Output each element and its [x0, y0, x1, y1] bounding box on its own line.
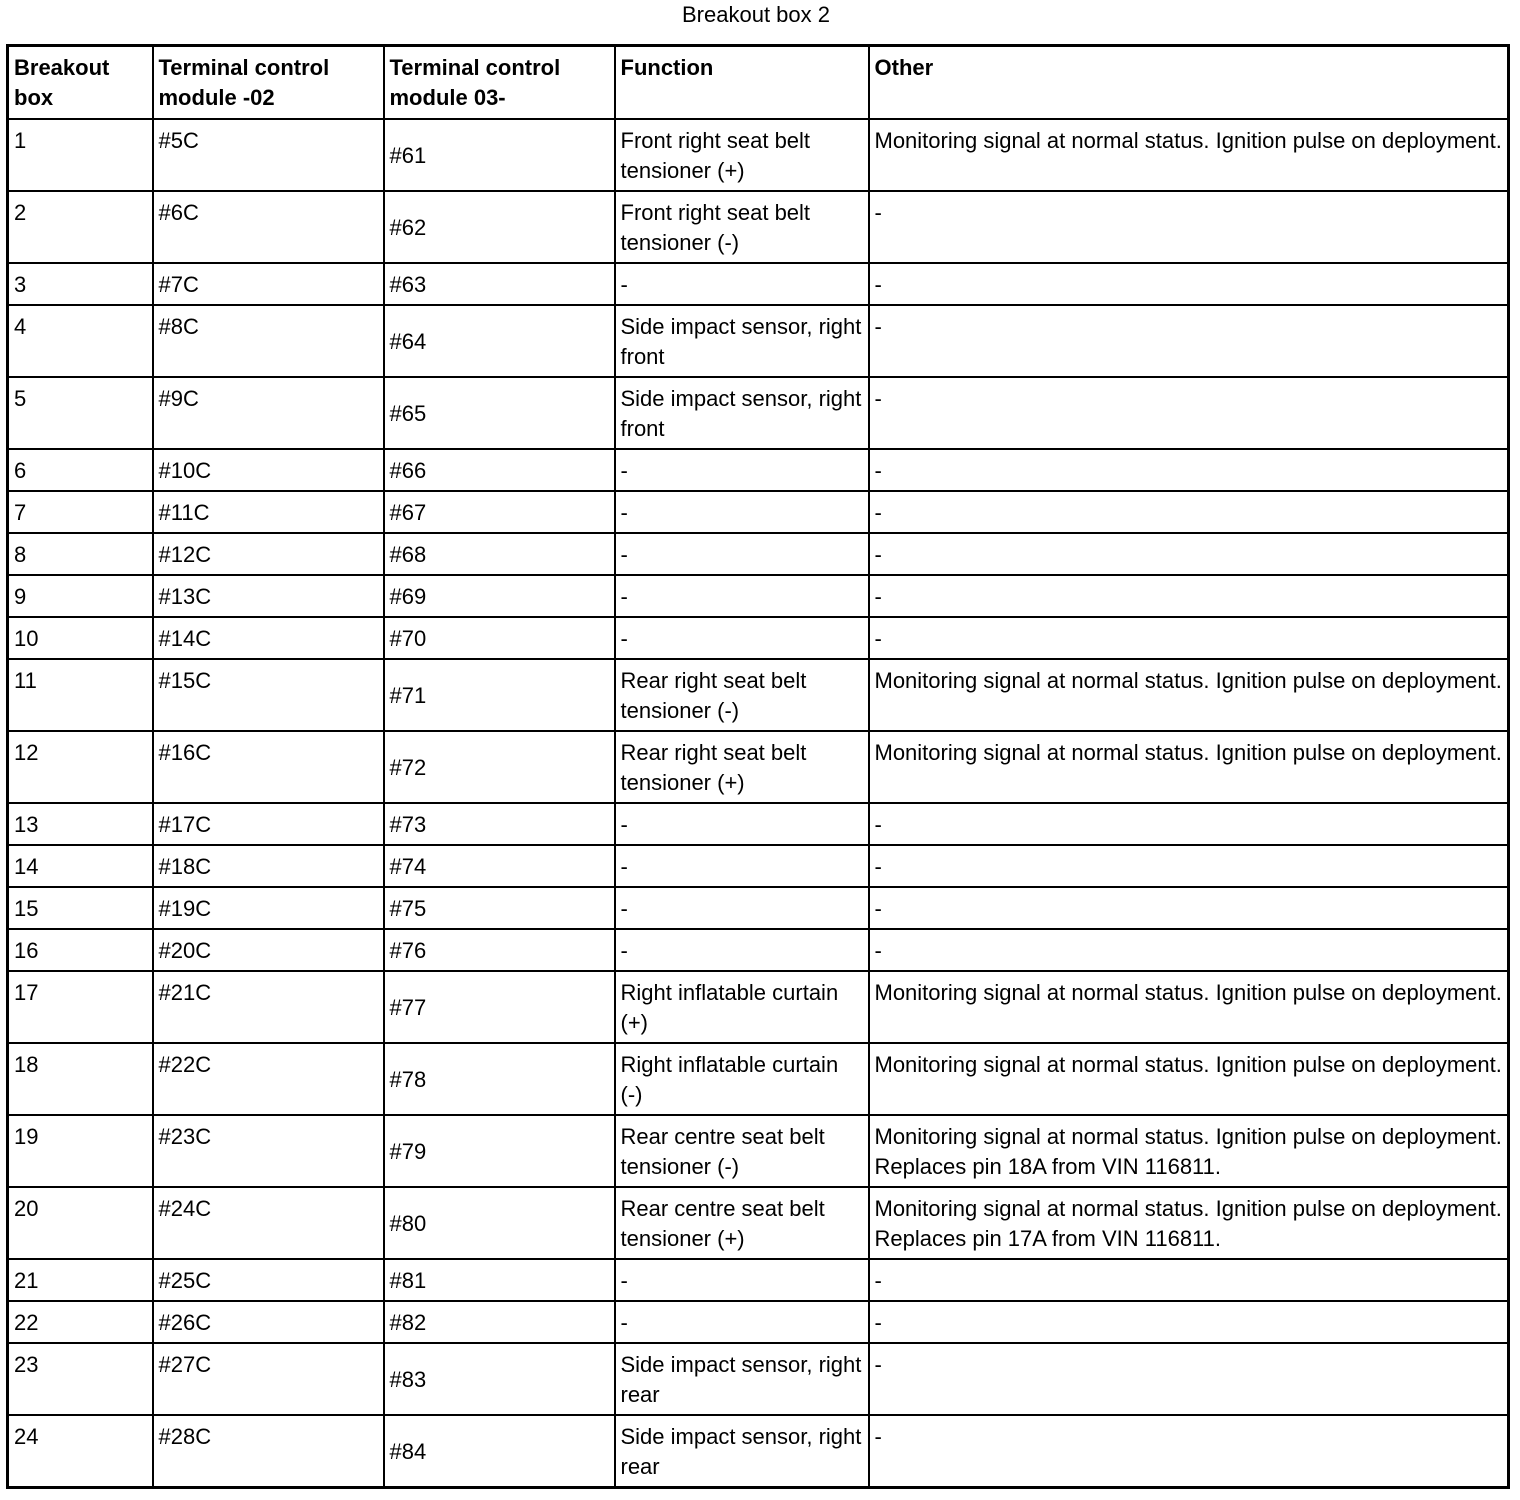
tcm-03-cell: #82 [384, 1301, 615, 1343]
table-row [8, 305, 1509, 377]
other-cell: - [869, 617, 1509, 659]
tcm-02-cell: #6C [153, 191, 384, 263]
breakout-box-cell: 6 [8, 449, 153, 491]
breakout-box-cell: 24 [8, 1415, 153, 1488]
function-cell: - [615, 491, 869, 533]
function-cell: - [615, 1301, 869, 1343]
table-row [8, 617, 1509, 659]
tcm-03-cell: #64 [384, 305, 615, 377]
tcm-03-cell: #69 [384, 575, 615, 617]
other-cell: - [869, 929, 1509, 971]
breakout-box-cell: 13 [8, 803, 153, 845]
other-cell: - [869, 449, 1509, 491]
function-cell: Rear centre seat belt tensioner (+) [615, 1187, 869, 1259]
tcm-03-cell: #70 [384, 617, 615, 659]
tcm-03-cell: #71 [384, 659, 615, 731]
table-row [8, 263, 1509, 305]
other-cell: - [869, 1343, 1509, 1415]
tcm-02-cell: #15C [153, 659, 384, 731]
table-row [8, 1187, 1509, 1259]
breakout-box-cell: 21 [8, 1259, 153, 1301]
function-cell: - [615, 263, 869, 305]
function-cell: Side impact sensor, right front [615, 377, 869, 449]
tcm-03-cell: #67 [384, 491, 615, 533]
breakout-box-cell: 17 [8, 971, 153, 1043]
breakout-box-cell: 9 [8, 575, 153, 617]
breakout-box-cell: 12 [8, 731, 153, 803]
function-cell: - [615, 845, 869, 887]
table-row [8, 377, 1509, 449]
breakout-box-cell: 20 [8, 1187, 153, 1259]
document-title: Breakout box 2 [682, 2, 830, 27]
tcm-03-cell: #77 [384, 971, 615, 1043]
tcm-02-cell: #12C [153, 533, 384, 575]
table-row [8, 659, 1509, 731]
table-row [8, 887, 1509, 929]
header-breakout-box: Breakout box [8, 46, 153, 120]
function-cell: Rear right seat belt tensioner (+) [615, 731, 869, 803]
breakout-box-cell: 5 [8, 377, 153, 449]
other-cell: - [869, 491, 1509, 533]
breakout-box-cell: 18 [8, 1043, 153, 1115]
tcm-02-cell: #23C [153, 1115, 384, 1187]
other-cell: - [869, 1415, 1509, 1488]
table-row [8, 1259, 1509, 1301]
tcm-02-cell: #17C [153, 803, 384, 845]
tcm-03-cell: #74 [384, 845, 615, 887]
function-cell: Side impact sensor, right front [615, 305, 869, 377]
other-cell: - [869, 533, 1509, 575]
breakout-box-cell: 15 [8, 887, 153, 929]
tcm-03-cell: #65 [384, 377, 615, 449]
breakout-box-cell: 3 [8, 263, 153, 305]
tcm-02-cell: #11C [153, 491, 384, 533]
tcm-03-cell: #78 [384, 1043, 615, 1115]
table-row [8, 191, 1509, 263]
breakout-box-cell: 7 [8, 491, 153, 533]
table-body [8, 119, 1509, 1488]
table-header-row [8, 46, 1509, 120]
header-function: Function [615, 46, 869, 120]
breakout-box-cell: 10 [8, 617, 153, 659]
tcm-02-cell: #19C [153, 887, 384, 929]
tcm-02-cell: #10C [153, 449, 384, 491]
other-cell: Monitoring signal at normal status. Ignition pulse on deployment. [869, 971, 1509, 1043]
other-cell: - [869, 377, 1509, 449]
function-cell: - [615, 803, 869, 845]
other-cell: - [869, 1301, 1509, 1343]
tcm-02-cell: #8C [153, 305, 384, 377]
tcm-03-cell: #75 [384, 887, 615, 929]
other-cell: - [869, 803, 1509, 845]
function-cell: Rear right seat belt tensioner (-) [615, 659, 869, 731]
breakout-box-cell: 8 [8, 533, 153, 575]
table-row [8, 533, 1509, 575]
tcm-03-cell: #80 [384, 1187, 615, 1259]
header-terminal-control-module-02: Terminal control module -02 [153, 46, 384, 120]
function-cell: - [615, 1259, 869, 1301]
table-row [8, 1043, 1509, 1115]
header-other: Other [869, 46, 1509, 120]
other-cell: Monitoring signal at normal status. Ignition pulse on deployment. [869, 1043, 1509, 1115]
table-row [8, 731, 1509, 803]
other-cell: - [869, 191, 1509, 263]
function-cell: Right inflatable curtain (+) [615, 971, 869, 1043]
breakout-box-cell: 23 [8, 1343, 153, 1415]
table-row [8, 1343, 1509, 1415]
tcm-02-cell: #20C [153, 929, 384, 971]
other-cell: Monitoring signal at normal status. Ignition pulse on deployment. [869, 731, 1509, 803]
other-cell: Monitoring signal at normal status. Ignition pulse on deployment. [869, 119, 1509, 191]
other-cell: Monitoring signal at normal status. Ignition pulse on deployment. Replaces pin 18A from VIN 116811. [869, 1115, 1509, 1187]
function-cell: - [615, 929, 869, 971]
tcm-02-cell: #27C [153, 1343, 384, 1415]
breakout-box-cell: 1 [8, 119, 153, 191]
table-row [8, 575, 1509, 617]
tcm-02-cell: #5C [153, 119, 384, 191]
breakout-box-cell: 2 [8, 191, 153, 263]
table-row [8, 119, 1509, 191]
tcm-03-cell: #73 [384, 803, 615, 845]
breakout-box-cell: 4 [8, 305, 153, 377]
other-cell: - [869, 1259, 1509, 1301]
tcm-03-cell: #68 [384, 533, 615, 575]
other-cell: - [869, 263, 1509, 305]
tcm-03-cell: #66 [384, 449, 615, 491]
function-cell: Side impact sensor, right rear [615, 1343, 869, 1415]
tcm-02-cell: #24C [153, 1187, 384, 1259]
other-cell: - [869, 887, 1509, 929]
tcm-02-cell: #22C [153, 1043, 384, 1115]
other-cell: Monitoring signal at normal status. Ignition pulse on deployment. [869, 659, 1509, 731]
table-row [8, 449, 1509, 491]
tcm-03-cell: #61 [384, 119, 615, 191]
breakout-box-cell: 11 [8, 659, 153, 731]
tcm-03-cell: #84 [384, 1415, 615, 1488]
table-row [8, 1301, 1509, 1343]
tcm-02-cell: #13C [153, 575, 384, 617]
tcm-02-cell: #28C [153, 1415, 384, 1488]
function-cell: Side impact sensor, right rear [615, 1415, 869, 1488]
breakout-box-cell: 14 [8, 845, 153, 887]
header-terminal-control-module-03: Terminal control module 03- [384, 46, 615, 120]
tcm-03-cell: #83 [384, 1343, 615, 1415]
tcm-02-cell: #7C [153, 263, 384, 305]
tcm-02-cell: #21C [153, 971, 384, 1043]
table-row [8, 1115, 1509, 1187]
breakout-box-cell: 16 [8, 929, 153, 971]
tcm-03-cell: #62 [384, 191, 615, 263]
function-cell: Front right seat belt tensioner (-) [615, 191, 869, 263]
tcm-02-cell: #14C [153, 617, 384, 659]
function-cell: - [615, 533, 869, 575]
table-row [8, 491, 1509, 533]
tcm-03-cell: #76 [384, 929, 615, 971]
table-row [8, 803, 1509, 845]
table-row [8, 971, 1509, 1043]
tcm-03-cell: #72 [384, 731, 615, 803]
function-cell: - [615, 575, 869, 617]
tcm-03-cell: #63 [384, 263, 615, 305]
breakout-box-cell: 22 [8, 1301, 153, 1343]
function-cell: Rear centre seat belt tensioner (-) [615, 1115, 869, 1187]
function-cell: Right inflatable curtain (-) [615, 1043, 869, 1115]
other-cell: Monitoring signal at normal status. Ignition pulse on deployment. Replaces pin 17A from VIN 116811. [869, 1187, 1509, 1259]
function-cell: Front right seat belt tensioner (+) [615, 119, 869, 191]
other-cell: - [869, 305, 1509, 377]
table-row [8, 929, 1509, 971]
tcm-02-cell: #18C [153, 845, 384, 887]
tcm-03-cell: #79 [384, 1115, 615, 1187]
other-cell: - [869, 845, 1509, 887]
table-row [8, 845, 1509, 887]
breakout-box-pin-table [6, 44, 1510, 1489]
function-cell: - [615, 887, 869, 929]
breakout-box-cell: 19 [8, 1115, 153, 1187]
tcm-02-cell: #25C [153, 1259, 384, 1301]
function-cell: - [615, 617, 869, 659]
tcm-02-cell: #9C [153, 377, 384, 449]
other-cell: - [869, 575, 1509, 617]
function-cell: - [615, 449, 869, 491]
table-row [8, 1415, 1509, 1488]
tcm-03-cell: #81 [384, 1259, 615, 1301]
tcm-02-cell: #16C [153, 731, 384, 803]
tcm-02-cell: #26C [153, 1301, 384, 1343]
